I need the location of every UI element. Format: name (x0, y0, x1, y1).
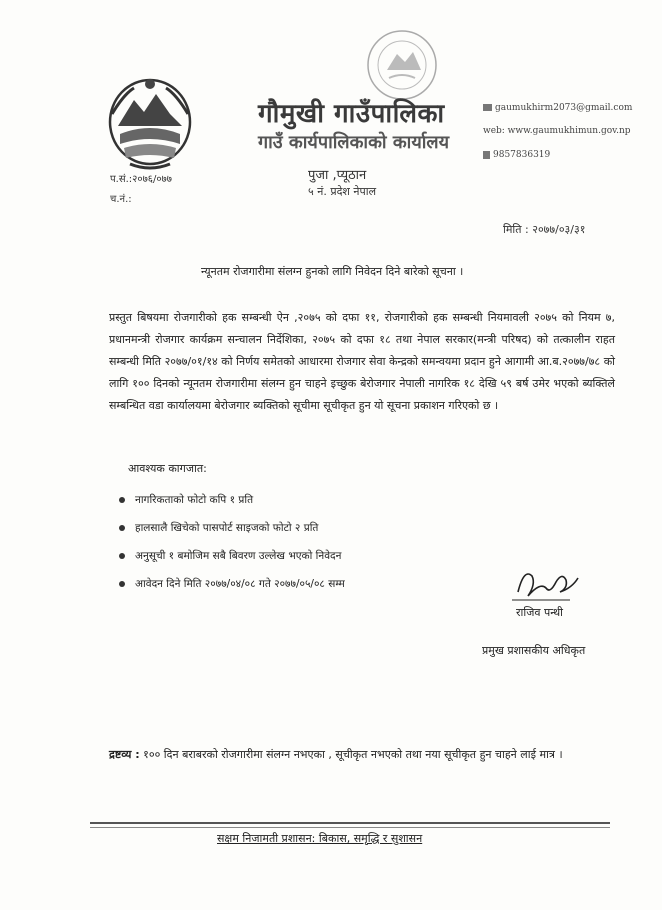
notice-body: प्रस्तुत बिषयमा रोजगारीको हक सम्बन्धी ऐन ,२०७५ को दफा ११, रोजगारीको हक सम्बन्धी नियमावली २०७५ को नियम ७, प्रधानमन्त्री रोजगार कार्यक्रम सन्चालन निर्देशिका, २०७५ को दफा १८ तथा नेपाल सरकार(मन्त्री परिषद) को तत्कालीन राहत सम्बन्धी मिति २०७७/०१/१४ को निर्णय समेतको आधारमा रोजगार सेवा केन्द्रको समन्वयमा प्रदान हुने आगामी आ.ब.२०७७/७८ को लागि १०० दिनको न्यूनतम रोजगारीमा संलग्न हुन चाहने इच्छुक बेरोजगार नेपाली नागरिक १८ देखि ५९ बर्ष उमेर भएको ब्यक्तिले सम्बन्धित वडा कार्यालयमा बेरोजगार ब्यक्तिको सूचीमा सूचीकृत हुन यो सूचना प्रकाशन गरिएको छ । (109, 311, 615, 412)
footer-rule-thin (90, 827, 610, 828)
phone-icon (483, 151, 490, 159)
list-item: आवेदन दिने मिति २०७७/०४/०८ गते २०७७/०५/०८ सम्म (119, 574, 479, 602)
requirements-list (119, 490, 479, 602)
office-stamp-icon (365, 28, 439, 102)
list-item: हालसालै खिचेको पासपोर्ट साइजको फोटो २ प्रति (119, 518, 479, 546)
nepal-emblem-icon (104, 74, 196, 172)
phone-contact (483, 150, 550, 160)
notice-subject: न्यूनतम रोजगारीमा संलग्न हुनको लागि निवेदन दिने बारेको सूचना । (201, 265, 464, 278)
notice-date: मिति : २०७७/०३/३१ (503, 223, 586, 236)
signatory-name: राजिव पन्थी (516, 606, 564, 619)
note (109, 744, 615, 766)
requirements-heading: आवश्यक कागजात: (128, 462, 207, 475)
footer-rule (90, 822, 610, 824)
address-line-1: पुजा ,प्यूठान (308, 168, 367, 183)
signatory-title: प्रमुख प्रशासकीय अधिकृत (482, 644, 586, 657)
phone-text: 9857836319 (493, 150, 551, 160)
email-contact (483, 103, 632, 113)
organization-name: गौमुखी गाउँपालिका (258, 99, 445, 129)
address-line-2: ५ नं. प्रदेश नेपाल (308, 185, 377, 198)
email-icon (483, 104, 492, 111)
list-item: अनुसूची १ बमोजिम सबै बिवरण उल्लेख भएको निवेदन (119, 546, 479, 574)
signature-icon (510, 562, 584, 604)
email-text: gaumukhirm2073@gmail.com (495, 103, 633, 113)
footer-motto: सक्षम निजामती प्रशासन: बिकास, समृद्धि र सुशासन (217, 832, 423, 845)
letter-number: प.सं.:२०७६/०७७ (110, 174, 172, 185)
note-label: द्रष्टव्य : (109, 748, 140, 761)
office-name: गाउँ कार्यपालिकाको कार्यालय (258, 132, 450, 153)
list-item: नागरिकताको फोटो कपि १ प्रति (119, 490, 479, 518)
note-text: १०० दिन बराबरको रोजगारीमा संलग्न नभएका , सूचीकृत नभएको तथा नया सूचीकृत हुन चाहने लाई मात्र । (143, 748, 563, 761)
dispatch-number: च.नं.: (110, 194, 132, 205)
web-contact: web: www.gaumukhimun.gov.np (483, 126, 631, 136)
